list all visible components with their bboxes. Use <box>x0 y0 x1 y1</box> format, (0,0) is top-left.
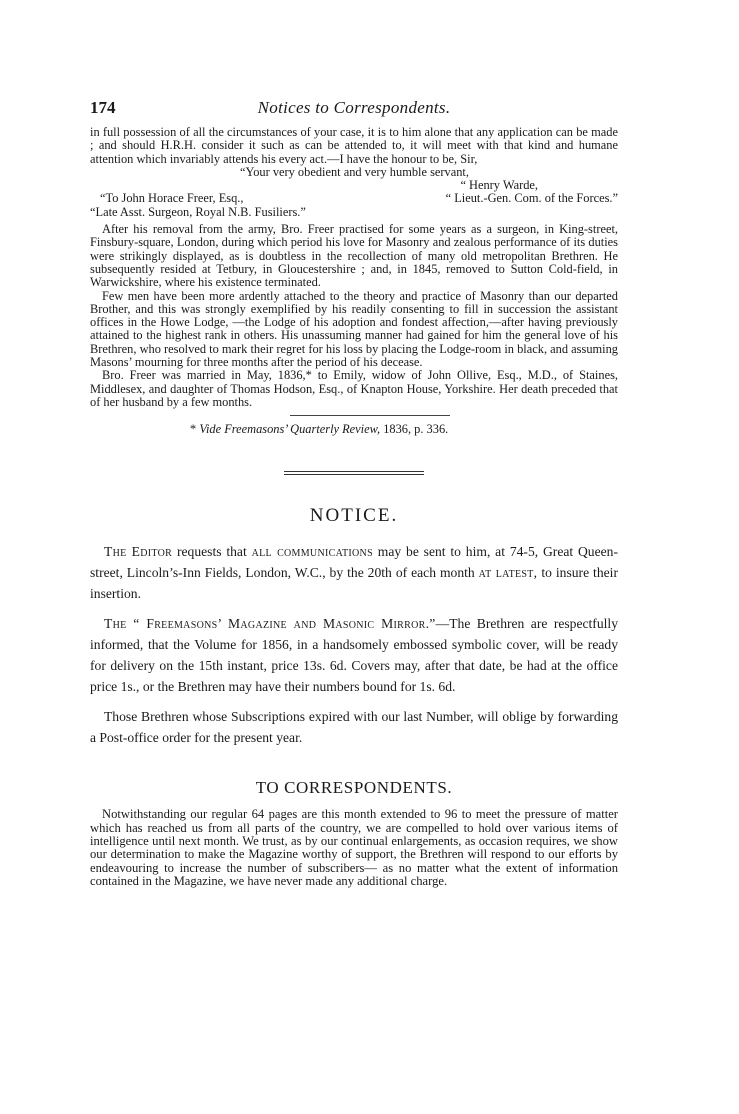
notice-text-b: may be sent to him, at 74-5, Great Queen-street, Lincoln’s-Inn Fields, London, W.C., by the 20th of each month <box>90 544 618 581</box>
notice-editor: The Editor <box>104 544 173 560</box>
notice-all-communications: all communications <box>251 544 373 560</box>
document-page <box>90 98 618 889</box>
memoir-paragraph-3: Bro. Freer was married in May, 1836,* to Emily, widow of John Ollive, Esq., M.D., of Staines, Middlesex, and daughter of Thomas Hodson, Esq., of Knapton House, Yorkshire. Her death preceded that of her husband by a few months. <box>90 368 618 409</box>
memoir-block <box>90 223 618 409</box>
memoir-paragraph-1: After his removal from the army, Bro. Freer practised for some years as a surgeon, in King-street, Finsbury-square, London, during which period his love for Masonry and zealous performance of its duties were strikingly displayed, as is doubtless in the recollection of many old metropolitan Brethren. He subsequently resided at Tetbury, in Gloucestershire ; and, in 1845, removed to Sutton Cold-field, in Warwickshire, where his existence terminated. <box>90 222 618 290</box>
letter-address-row <box>90 192 618 205</box>
letter-block <box>90 126 618 219</box>
notice-paragraph-1 <box>90 541 618 604</box>
notice-paragraph-2 <box>90 613 618 697</box>
letter-valediction: “Your very obedient and very humble servant, <box>240 164 469 179</box>
memoir-paragraph-2: Few men have been more ardently attached to the theory and practice of Masonry than our departed Brother, and this was strongly exemplified by his readily consenting to fill in succession the assistant offices in the Howe Lodge, —the Lodge of his adoption and fondest affection,—after having previously attained to the highest rank in others. His unassuming manner had gained for him the general love of his Brethren, who resolved to mark their regret for his loss by placing the Lodge-room in black, and assuming Masons’ mourning for three months after the period of his decease. <box>90 288 618 370</box>
letter-body: in full possession of all the circumstances of your case, it is to him alone that any application can be made ; and should H.R.H. consider it such as can be attended to, it will meet with that kind and humane attention which invariably attends his every act.—I have the honour to be, Sir, <box>90 125 618 166</box>
footnote-marker: * <box>190 422 197 437</box>
notice-volume-text: —The Brethren are respectfully informed, that the Volume for 1856, in a handsomely embossed symbolic cover, will be ready for delivery on the 15th instant, price 13s. 6d. Covers may, after that date, be had at the office price 1s., or the Brethren may have their numbers bound for 1s. 6d. <box>90 616 618 695</box>
footnote <box>90 422 618 437</box>
letter-signature: “ Henry Warde, <box>460 178 538 193</box>
footnote-citation: 1836, p. 336. <box>383 422 449 437</box>
section-divider <box>284 471 424 477</box>
correspondents-paragraph: Notwithstanding our regular 64 pages are this month extended to 96 to meet the pressure of matter which has reached us from all parts of the country, we are compelled to hold over various items of intelligence until next month. We trust, as by our continual enlargements, as occasion requires, we show our determination to make the Magazine worthy of support, the Brethren will respond to our efforts by endeavouring to increase the number of subscribers— as no matter what the extent of information contained in the Magazine, we have never made any additional charge. <box>90 807 618 889</box>
notice-magazine-title: The “ Freemasons’ Magazine and Masonic Mirror.” <box>104 616 436 632</box>
notice-text-c: to insure their insertion. <box>90 565 618 602</box>
footnote-rule <box>290 415 450 416</box>
letter-addressee: “To John Horace Freer, Esq., <box>100 191 244 206</box>
letter-addressee-title: “Late Asst. Surgeon, Royal N.B. Fusiliers.” <box>90 204 306 219</box>
notice-text-a: requests that <box>176 544 247 560</box>
correspondents-heading: TO CORRESPONDENTS. <box>255 778 453 798</box>
notice-paragraph-3: Those Brethren whose Subscriptions expired with our last Number, will oblige by forwarding a Post-office order for the present year. <box>90 709 618 746</box>
footnote-source: Vide Freemasons’ Quarterly Review, <box>199 422 381 437</box>
letter-signatory-title: “ Lieut.-Gen. Com. of the Forces.” <box>445 191 618 206</box>
divider-line-bottom <box>284 474 424 477</box>
page-header <box>90 98 618 122</box>
page-number: 174 <box>90 98 116 117</box>
running-title: Notices to Correspondents. <box>257 98 451 117</box>
notice-at-latest: at latest, <box>478 565 538 581</box>
notice-heading: NOTICE. <box>309 505 399 527</box>
